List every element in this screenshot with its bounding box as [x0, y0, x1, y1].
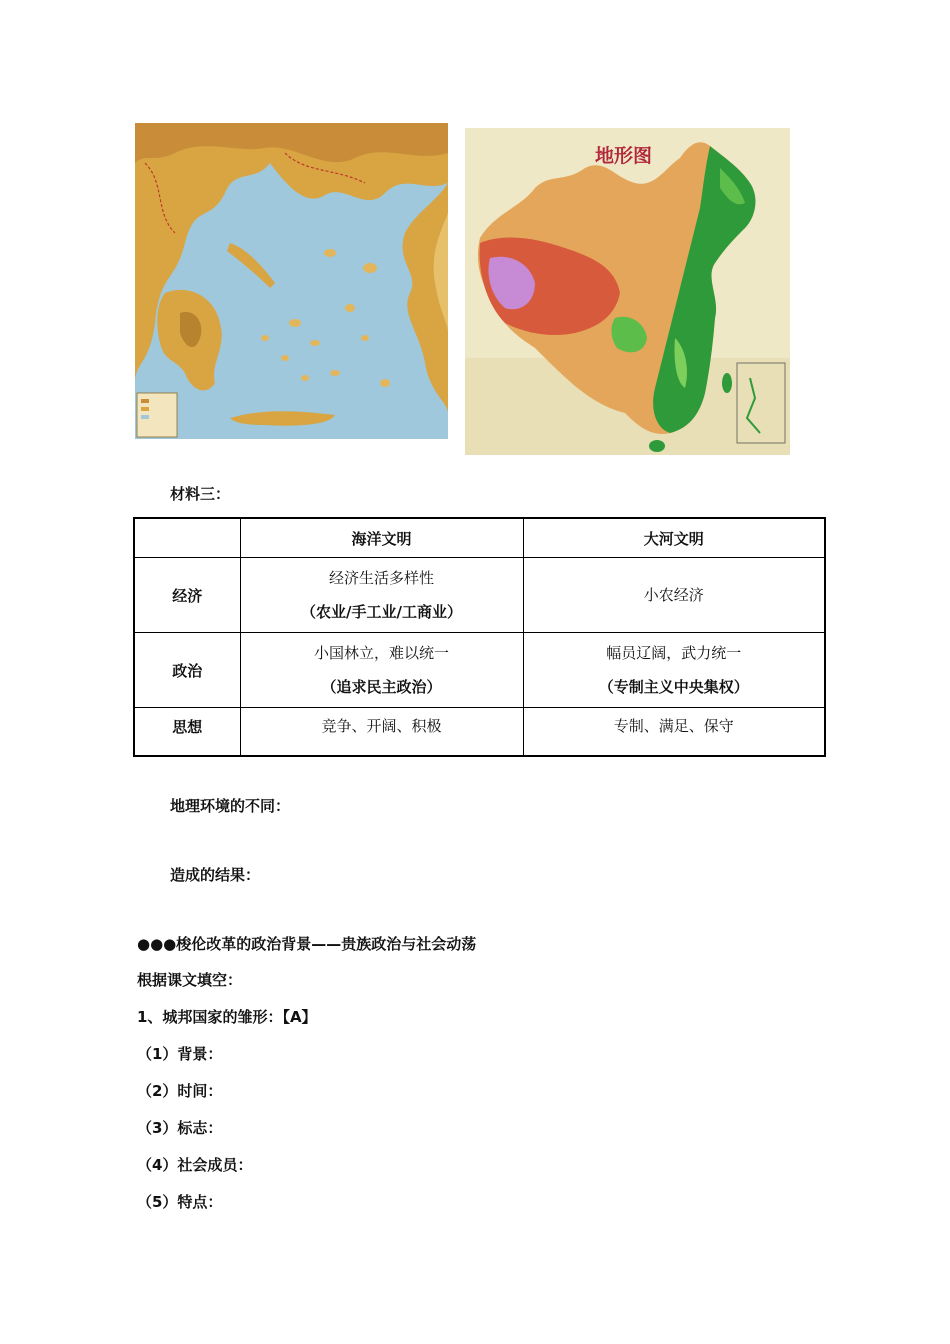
- ocean-economy-cell: [240, 558, 523, 633]
- row-label-politics: 政治: [134, 633, 240, 708]
- ocean-politics-cell: [240, 633, 523, 708]
- subitem-time: （2）时间：: [137, 1082, 223, 1100]
- river-politics-note: （专制主义中央集权）: [598, 678, 749, 696]
- row-label-economy: 经济: [134, 558, 240, 633]
- ocean-thought-cell: [240, 708, 523, 756]
- row-label-thought: 思想: [134, 708, 240, 756]
- river-economy-text: 小农经济: [643, 586, 704, 604]
- ocean-politics-note: （追求民主政治）: [321, 678, 442, 696]
- subitem-background: （1）背景：: [137, 1045, 223, 1063]
- table-header-row: [134, 518, 825, 558]
- river-thought-cell: [523, 708, 825, 756]
- ocean-economy-note: （农业/手工业/工商业）: [301, 603, 462, 621]
- result-prompt: 造成的结果：: [170, 866, 261, 884]
- river-economy-cell: [523, 558, 825, 633]
- subitem-sign: （3）标志：: [137, 1119, 223, 1137]
- river-thought-text: 专制、满足、保守: [613, 717, 734, 735]
- header-river-civilization: 大河文明: [523, 518, 825, 558]
- civilization-comparison-table: [133, 517, 826, 757]
- geo-difference-prompt: 地理环境的不同：: [170, 797, 291, 815]
- subitem-features: （5）特点：: [137, 1193, 223, 1211]
- header-ocean-civilization: 海洋文明: [240, 518, 523, 558]
- subitem-members: （4）社会成员：: [137, 1156, 253, 1174]
- material-three-heading: 材料三：: [170, 485, 231, 503]
- ocean-economy-text: 经济生活多样性: [328, 569, 434, 587]
- header-empty: [134, 518, 240, 558]
- greece-map-image: [135, 123, 448, 439]
- table-row: [134, 633, 825, 708]
- ocean-thought-text: 竞争、开阔、积极: [321, 717, 442, 735]
- china-topographic-map-image: [465, 128, 790, 455]
- ocean-politics-text: 小国林立，难以统一: [313, 644, 449, 662]
- table-row: [134, 558, 825, 633]
- section-instruction: 根据课文填空：: [137, 971, 243, 989]
- table-row: [134, 708, 825, 756]
- item-1-heading: 1、城邦国家的雏形：【A】: [137, 1008, 317, 1026]
- river-politics-cell: [523, 633, 825, 708]
- river-politics-text: 幅员辽阔，武力统一: [606, 644, 742, 662]
- section-title: ●●●梭伦改革的政治背景——贵族政治与社会动荡: [137, 935, 477, 953]
- china-map-title: 地形图: [595, 145, 653, 167]
